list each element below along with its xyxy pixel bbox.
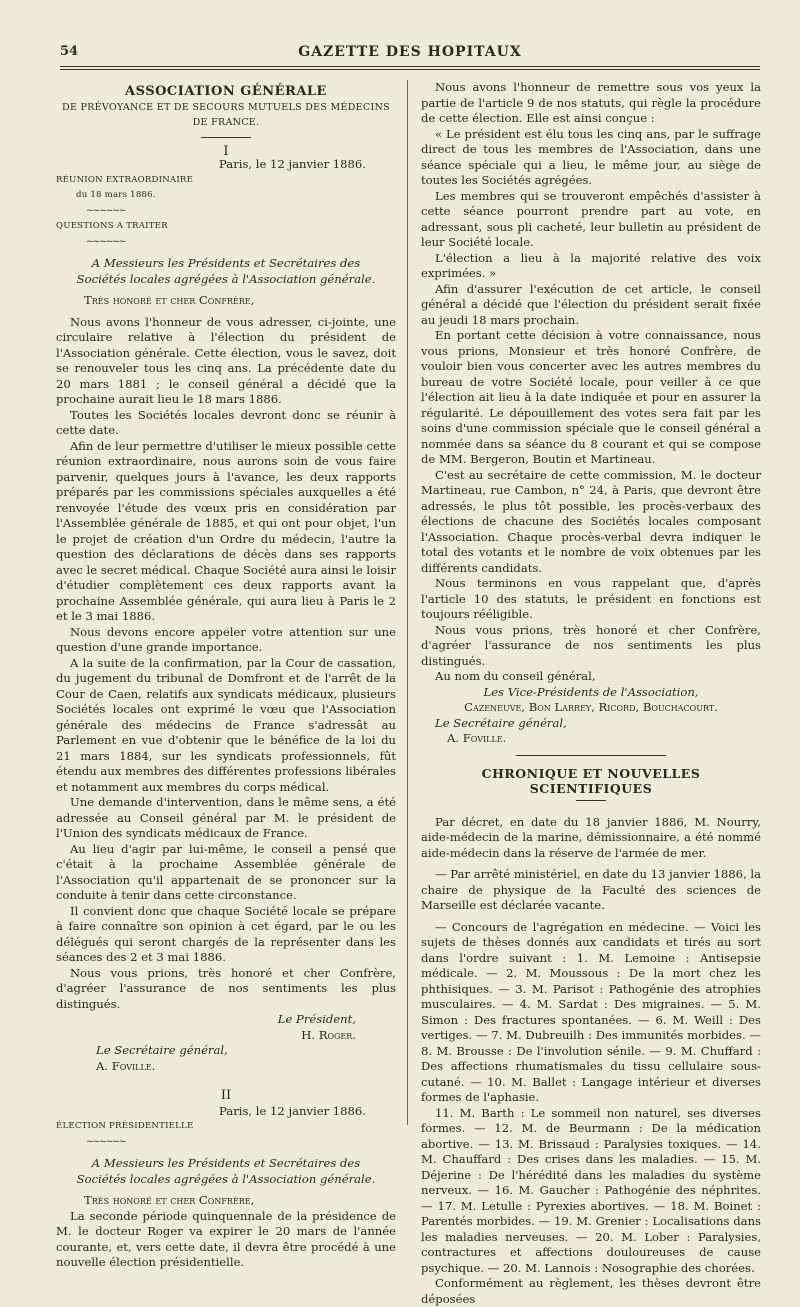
paragraph: Toutes les Sociétés locales devront donc se réunir à cette date. bbox=[56, 407, 396, 437]
paragraph: 11. M. Barth : Le sommeil non naturel, ses diverses formes. — 12. M. de Beurmann : De la médication abortive. — 13. M. Brissaud : Paralysies toxiques. — 14. M. Chauffard : Des crises dans les maladies. — 15. M. Déjerine : De l'hérédité dans les maladies du système nerveux. — 16. M. Gaucher : Pathogénie des néphrites. — 17. M. Letulle : Pyrexies abortives. — 18. M. Boinet : Parentés morbides. — 19. M. Grenier : Localisations dans les maladies nerveuses. — 20. M. Lober : Paralysies, contractures et affections douloureuses de cause psychique. — 20. M. Lannois : Nosographie des chorées. bbox=[421, 1105, 761, 1275]
right-column bbox=[421, 80, 761, 1307]
paragraph: Au nom du conseil général, bbox=[435, 669, 596, 683]
paragraph: Nous vous prions, très honoré et cher Confrère, d'agréer l'assurance de nos sentiments les plus distingués. bbox=[421, 622, 761, 668]
vice-presidents-names: Cazeneuve, Bon Larrey, Ricord, Bouchacourt. bbox=[464, 700, 718, 714]
section-1-number: I bbox=[223, 143, 229, 159]
paragraph: Une demande d'intervention, dans le même sens, a été adressée au Conseil général par M. le président de l'Union des syndicats médicaux de France. bbox=[56, 795, 396, 840]
section-2-label: ÉLECTION PRÉSIDENTIELLE bbox=[56, 1121, 194, 1131]
paragraph: Afin d'assurer l'exécution de cet article, le conseil général a décidé que l'élection du président serait fixée au jeudi 18 mars prochain. bbox=[421, 281, 761, 327]
paragraph: Nous vous prions, très honoré et cher Confrère, d'agréer l'assurance de nos sentiments les plus distingués. bbox=[56, 965, 396, 1011]
vice-presidents-label: Les Vice-Présidents de l'Association, bbox=[483, 684, 699, 699]
secretary-label: Le Secrétaire général, bbox=[435, 715, 567, 730]
secretary-label: Le Secrétaire général, bbox=[96, 1043, 228, 1057]
president-label: Le Président, bbox=[277, 1012, 356, 1026]
paragraph: Nous devons encore appeler votre attention sur une question d'une grande importance. bbox=[56, 624, 396, 654]
section-2-date: Paris, le 12 janvier 1886. bbox=[219, 1103, 366, 1118]
column-divider bbox=[407, 80, 408, 1125]
paragraph: A la suite de la confirmation, par la Cour de cassation, du jugement du tribunal de Domfront et de l'arrêt de la Cour de Caen, relatifs aux syndicats médicaux, plusieurs Sociétés locales ont exprimé le vœu que l'Association générale des médecins de France s'adressât au Parlement en vue d'obtenir que le bénéfice de la loi du 21 mars 1884, sur les syndicats professionnels, fût étendu aux membres des différentes professions libérales et notamment aux membres du corps médical. bbox=[56, 655, 396, 794]
president-name: H. Roger. bbox=[301, 1027, 356, 1042]
paragraph: « Le président est élu tous les cinq ans, par le suffrage direct de tous les membres de l'Association, dans une séance spéciale qui a lieu, le même jour, au siège de toutes les Sociétés agrégées. bbox=[421, 126, 761, 187]
secretary-name: A. Foville. bbox=[447, 731, 507, 745]
paragraph: — Concours de l'agrégation en médecine. — Voici les sujets de thèses donnés aux candidats et tirés au sort dans l'ordre suivant : 1. M. Lemoine : Antisepsie médicale. — 2. M. Moussous : De la mort chez les phthisiques. — 3. M. Parisot : Pathogénie des atrophies musculaires. — 4. M. Sardat : Des migraines. — 5. M. Simon : Des fractures spontanées. — 6. M. Weill : Des vertiges. — 7. M. Dubreuilh : Des immunités morbides. — 8. M. Brousse : De l'involution sénile. — 9. M. Chuffard : Des affections rhumatismales du tissu cellulaire sous-cutané. — 10. M. Ballet : Langage intérieur et diverses formes de l'aphasie. bbox=[421, 919, 761, 1104]
paragraph: La seconde période quinquennale de la présidence de M. le docteur Roger va expirer le 20 mars de l'année courante, et, vers cette date, il devra être procédé à une nouvelle élection présidentielle. bbox=[56, 1208, 396, 1269]
association-subtitle: DE PRÉVOYANCE ET DE SECOURS MUTUELS DES MÉDECINS DE FRANCE. bbox=[62, 101, 390, 128]
paragraph: — Par arrêté ministériel, en date du 13 janvier 1886, la chaire de physique de la Faculté des sciences de Marseille est déclarée vacante. bbox=[421, 867, 761, 912]
paragraph: Nous terminons en vous rappelant que, d'après l'article 10 des statuts, le président en fonctions est toujours rééligible. bbox=[421, 576, 761, 621]
section-1-date: Paris, le 12 janvier 1886. bbox=[219, 157, 366, 171]
paragraph: Nous avons l'honneur de remettre sous vos yeux la partie de l'article 9 de nos statuts, qui règle la procédure de cette élection. Elle est ainsi conçue : bbox=[421, 80, 761, 125]
paragraph: En portant cette décision à votre connaissance, nous vous prions, Monsieur et très honoré Confrère, de vouloir bien vous concerter avec les autres membres du bureau de votre Société locale, pour veiller à ce que l'élection ait lieu à la date indiquée et pour en assurer la régularité. Le dépouillement des votes sera fait par les soins d'une commission spéciale que le conseil général a nommée dans sa séance du 8 courant et qui se compose de MM. Bergeron, Boutin et Martineau. bbox=[421, 328, 761, 466]
section-1-label-b: du 18 mars 1886. bbox=[76, 190, 156, 200]
paragraph: C'est au secrétaire de cette commission, M. le docteur Martineau, rue Cambon, n° 24, à Paris, que devront être adressés, le plus tôt possible, les procès-verbaux des élections de chacune des Sociétés locales composant l'Association. Chaque procès-verbal devra indiquer le total des votants et le nombre de voix obtenues par les différents candidats. bbox=[421, 467, 761, 575]
wavy-rule: ~~~~~~ bbox=[86, 205, 126, 216]
paragraph: Au lieu d'agir par lui-même, le conseil a pensé que c'était à la prochaine Assemblée générale de l'Association qu'il appartenait de se prononcer sur la conduite à tenir dans cette circonstance. bbox=[56, 841, 396, 902]
section-2-address: A Messieurs les Présidents et Secrétaires des Sociétés locales agrégées à l'Association générale. bbox=[76, 1156, 376, 1186]
section-1-label-a: RÉUNION EXTRAORDINAIRE bbox=[56, 174, 194, 185]
header-rule bbox=[60, 66, 760, 67]
section-2-number: II bbox=[220, 1088, 232, 1103]
chronique-heading: CHRONIQUE ET NOUVELLES SCIENTIFIQUES bbox=[481, 765, 701, 796]
wavy-rule: ~~~~~~ bbox=[86, 236, 126, 247]
page-header bbox=[60, 44, 760, 66]
left-column bbox=[56, 80, 396, 1271]
paragraph: Conformément au règlement, les thèses devront être déposées bbox=[421, 1276, 761, 1306]
section-rule bbox=[201, 137, 251, 138]
newspaper-title: GAZETTE DES HOPITAUX bbox=[298, 44, 522, 60]
section-2-salutation: Très honoré et cher Confrère, bbox=[84, 1193, 255, 1207]
section-1-salutation: Très honoré et cher Confrère, bbox=[84, 293, 255, 307]
secretary-name: A. Foville. bbox=[96, 1058, 156, 1073]
paragraph: L'élection a lieu à la majorité relative des voix exprimées. » bbox=[421, 250, 761, 280]
section-1-address: A Messieurs les Présidents et Secrétaires des Sociétés locales agrégées à l'Association générale. bbox=[76, 256, 376, 286]
section-1-label-c: QUESTIONS A TRAITER bbox=[56, 221, 168, 231]
separator-rule bbox=[516, 755, 666, 756]
paragraph: Il convient donc que chaque Société locale se prépare à faire connaître son opinion à cet égard, par le ou les délégués qui seront chargés de la représenter dans les séances des 2 et 3 mai 1886. bbox=[56, 903, 396, 964]
paragraph: Les membres qui se trouveront empêchés d'assister à cette séance pourront prendre part au vote, en adressant, sous pli cacheté, leur bulletin au président de leur Société locale. bbox=[421, 188, 761, 249]
association-title: ASSOCIATION GÉNÉRALE bbox=[125, 84, 327, 99]
page-number: 54 bbox=[60, 44, 79, 59]
paragraph: Par décret, en date du 18 janvier 1886, M. Nourry, aide-médecin de la marine, démissionnaire, a été nommé aide-médecin dans la réserve de l'armée de mer. bbox=[421, 814, 761, 860]
header-rule-2 bbox=[60, 69, 760, 70]
heading-rule bbox=[576, 800, 606, 801]
paragraph: Nous avons l'honneur de vous adresser, ci-jointe, une circulaire relative à l'élection du président de l'Association générale. Cette élection, vous le savez, doit se renouveler tous les cinq ans. La précédente date du 20 mars 1881 ; le conseil général a décidé que la prochaine aurait lieu le 18 mars 1886. bbox=[56, 314, 396, 406]
paragraph: Afin de leur permettre d'utiliser le mieux possible cette réunion extraordinaire, nous aurons soin de vous faire parvenir, quelques jours à l'avance, les deux rapports préparés par les commissions spéciales auxquelles a été renvoyée l'étude des vœux pris en considération par l'Assemblée générale de 1885, et qui ont pour objet, l'un le projet de création d'un Ordre du médecin, l'autre la question des déclarations de décès dans ses rapports avec le secret médical. Chaque Société aura ainsi le loisir d'étudier complètement ces deux rapports avant la prochaine Assemblée générale, qui aura lieu à Paris le 2 et le 3 mai 1886. bbox=[56, 438, 396, 623]
wavy-rule: ~~~~~~ bbox=[86, 1136, 126, 1147]
